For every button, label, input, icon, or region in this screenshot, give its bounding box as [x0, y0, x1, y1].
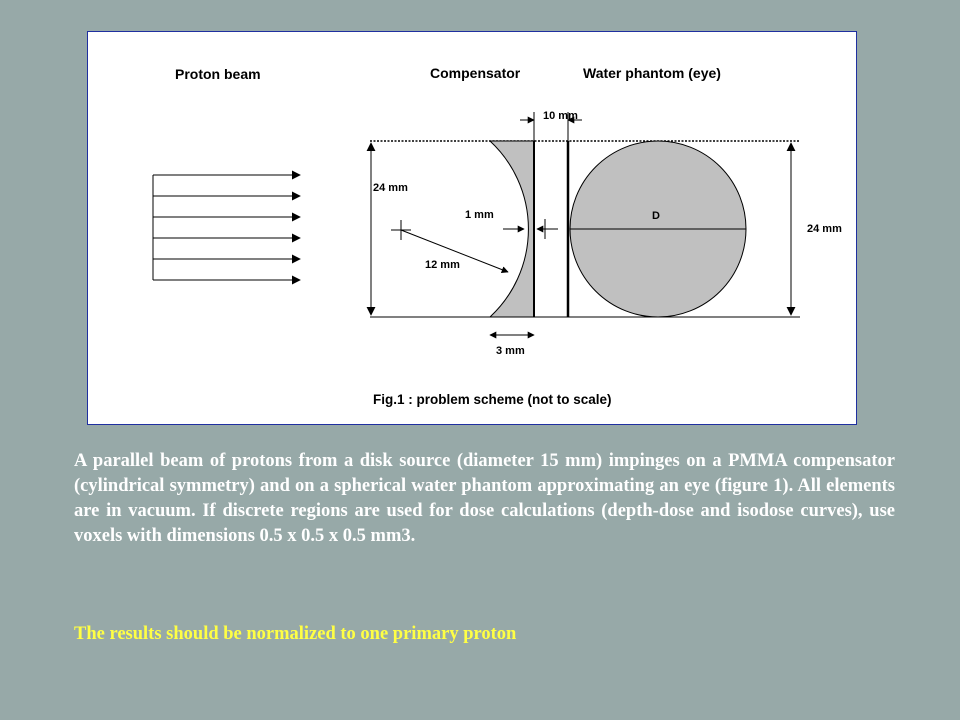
water-phantom-label: Water phantom (eye) — [583, 65, 721, 81]
figure-panel — [87, 31, 857, 425]
proton-beam-arrows — [153, 175, 300, 280]
problem-scheme-diagram — [88, 32, 856, 424]
height-label-right: 24 mm — [807, 223, 842, 235]
normalization-note: The results should be normalized to one primary proton — [74, 624, 517, 644]
proton-beam-label: Proton beam — [175, 66, 261, 82]
problem-description: A parallel beam of protons from a disk source (diameter 15 mm) impinges on a PMMA compensator (cylindrical symmetry) and on a spherical water phantom approximating an eye (figure 1). All elements are in vacuum. If discrete regions are used for dose calculations (depth-dose and isodose curves), use voxels with dimensions 0.5 x 0.5 x 0.5 mm3. — [74, 451, 895, 546]
thickness-3mm-label: 3 mm — [496, 345, 525, 357]
radius-label: 12 mm — [425, 259, 460, 271]
gap-1mm-label: 1 mm — [465, 209, 494, 221]
diameter-label: D — [652, 210, 660, 222]
gap-10mm-label: 10 mm — [543, 110, 578, 122]
compensator-label: Compensator — [430, 65, 521, 81]
figure-caption: Fig.1 : problem scheme (not to scale) — [373, 392, 612, 407]
height-label-left: 24 mm — [373, 182, 408, 194]
